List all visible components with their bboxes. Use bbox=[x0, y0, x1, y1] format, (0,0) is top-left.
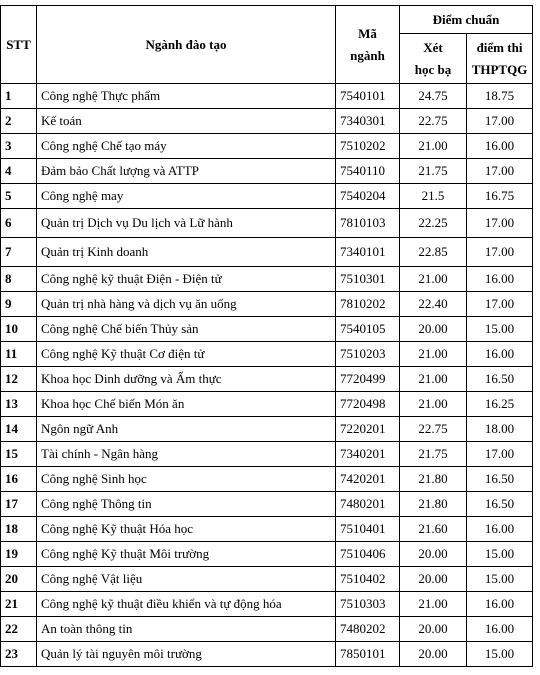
major-cell: Quản trị nhà hàng và dịch vụ ăn uống bbox=[37, 292, 336, 317]
code-header bbox=[336, 6, 400, 84]
stt-cell: 15 bbox=[1, 442, 37, 467]
stt-cell: 7 bbox=[1, 238, 37, 267]
thpt-score-cell: 17.00 bbox=[467, 159, 533, 184]
code-cell: 7510203 bbox=[336, 342, 400, 367]
table-row bbox=[1, 467, 533, 492]
code-cell: 7420201 bbox=[336, 467, 400, 492]
code-cell: 7510301 bbox=[336, 267, 400, 292]
major-cell: Quản lý tài nguyên môi trường bbox=[37, 642, 336, 667]
table-row bbox=[1, 292, 533, 317]
code-cell: 7220201 bbox=[336, 417, 400, 442]
hocba-score-cell: 20.00 bbox=[400, 317, 467, 342]
stt-cell: 19 bbox=[1, 542, 37, 567]
stt-cell: 17 bbox=[1, 492, 37, 517]
table-row bbox=[1, 267, 533, 292]
major-cell: Công nghệ Kỹ thuật Cơ điện tử bbox=[37, 342, 336, 367]
code-cell: 7720499 bbox=[336, 367, 400, 392]
stt-cell: 16 bbox=[1, 467, 37, 492]
table-row bbox=[1, 317, 533, 342]
code-cell: 7340301 bbox=[336, 109, 400, 134]
table-row bbox=[1, 342, 533, 367]
major-cell: Công nghệ Thông tin bbox=[37, 492, 336, 517]
hocba-score-cell: 20.00 bbox=[400, 642, 467, 667]
table-row bbox=[1, 517, 533, 542]
hocba-header bbox=[400, 34, 467, 84]
stt-cell: 14 bbox=[1, 417, 37, 442]
hocba-score-cell: 22.85 bbox=[400, 238, 467, 267]
thpt-score-cell: 15.00 bbox=[467, 567, 533, 592]
stt-cell: 12 bbox=[1, 367, 37, 392]
hocba-score-cell: 22.75 bbox=[400, 417, 467, 442]
code-cell: 7540204 bbox=[336, 184, 400, 209]
code-cell: 7540105 bbox=[336, 317, 400, 342]
hocba-score-cell: 21.80 bbox=[400, 492, 467, 517]
score-group-header: Điểm chuẩn bbox=[400, 6, 533, 34]
hocba-score-cell: 21.75 bbox=[400, 159, 467, 184]
table-row bbox=[1, 592, 533, 617]
table-row bbox=[1, 642, 533, 667]
stt-cell: 13 bbox=[1, 392, 37, 417]
major-cell: Công nghệ Thực phẩm bbox=[37, 84, 336, 109]
code-header-line2: ngành bbox=[350, 47, 385, 63]
stt-cell: 23 bbox=[1, 642, 37, 667]
stt-cell: 22 bbox=[1, 617, 37, 642]
stt-cell: 11 bbox=[1, 342, 37, 367]
thpt-score-cell: 16.50 bbox=[467, 492, 533, 517]
hocba-score-cell: 20.00 bbox=[400, 617, 467, 642]
admission-score-table bbox=[0, 5, 533, 667]
code-cell: 7850101 bbox=[336, 642, 400, 667]
major-cell: Công nghệ Vật liệu bbox=[37, 567, 336, 592]
table-row bbox=[1, 542, 533, 567]
major-cell: Công nghệ kỹ thuật điều khiển và tự động hóa bbox=[37, 592, 336, 617]
major-cell: Khoa học Chế biến Món ăn bbox=[37, 392, 336, 417]
code-cell: 7720498 bbox=[336, 392, 400, 417]
major-cell: Quản trị Kinh doanh bbox=[37, 238, 336, 267]
stt-cell: 8 bbox=[1, 267, 37, 292]
hocba-score-cell: 24.75 bbox=[400, 84, 467, 109]
thpt-score-cell: 16.00 bbox=[467, 592, 533, 617]
thpt-score-cell: 16.00 bbox=[467, 134, 533, 159]
thpt-score-cell: 16.00 bbox=[467, 342, 533, 367]
stt-cell: 5 bbox=[1, 184, 37, 209]
stt-cell: 3 bbox=[1, 134, 37, 159]
thpt-score-cell: 16.50 bbox=[467, 467, 533, 492]
thpt-score-cell: 16.25 bbox=[467, 392, 533, 417]
thpt-score-cell: 15.00 bbox=[467, 642, 533, 667]
table-row bbox=[1, 492, 533, 517]
stt-cell: 6 bbox=[1, 209, 37, 238]
code-cell: 7340101 bbox=[336, 238, 400, 267]
hocba-score-cell: 21.00 bbox=[400, 392, 467, 417]
table-row bbox=[1, 84, 533, 109]
table-row bbox=[1, 442, 533, 467]
thpt-score-cell: 17.00 bbox=[467, 238, 533, 267]
thpt-score-cell: 16.50 bbox=[467, 367, 533, 392]
hocba-score-cell: 21.5 bbox=[400, 184, 467, 209]
stt-cell: 4 bbox=[1, 159, 37, 184]
major-cell: Khoa học Dinh dưỡng và Ẩm thực bbox=[37, 367, 336, 392]
stt-cell: 10 bbox=[1, 317, 37, 342]
thpt-score-cell: 16.00 bbox=[467, 517, 533, 542]
hocba-score-cell: 22.40 bbox=[400, 292, 467, 317]
thpt-score-cell: 15.00 bbox=[467, 542, 533, 567]
major-cell: Ngôn ngữ Anh bbox=[37, 417, 336, 442]
code-cell: 7510202 bbox=[336, 134, 400, 159]
thpt-score-cell: 17.00 bbox=[467, 442, 533, 467]
thpt-score-cell: 18.00 bbox=[467, 417, 533, 442]
thpt-score-cell: 16.00 bbox=[467, 267, 533, 292]
major-cell: Quản trị Dịch vụ Du lịch và Lữ hành bbox=[37, 209, 336, 238]
table-row bbox=[1, 617, 533, 642]
table-row bbox=[1, 209, 533, 238]
code-cell: 7340201 bbox=[336, 442, 400, 467]
table-row bbox=[1, 367, 533, 392]
hocba-score-cell: 21.60 bbox=[400, 517, 467, 542]
hocba-score-cell: 21.00 bbox=[400, 367, 467, 392]
hocba-score-cell: 20.00 bbox=[400, 567, 467, 592]
stt-cell: 18 bbox=[1, 517, 37, 542]
code-cell: 7810103 bbox=[336, 209, 400, 238]
table-row bbox=[1, 238, 533, 267]
table-row bbox=[1, 184, 533, 209]
code-cell: 7510401 bbox=[336, 517, 400, 542]
major-cell: Công nghệ Sinh học bbox=[37, 467, 336, 492]
thpt-header-line2: THPTQG bbox=[471, 61, 528, 77]
hocba-score-cell: 21.00 bbox=[400, 342, 467, 367]
code-cell: 7810202 bbox=[336, 292, 400, 317]
major-cell: An toàn thông tin bbox=[37, 617, 336, 642]
major-cell: Kế toán bbox=[37, 109, 336, 134]
major-cell: Công nghệ Kỹ thuật Hóa học bbox=[37, 517, 336, 542]
thpt-score-cell: 17.00 bbox=[467, 209, 533, 238]
major-cell: Công nghệ kỹ thuật Điện - Điện tử bbox=[37, 267, 336, 292]
thpt-score-cell: 17.00 bbox=[467, 292, 533, 317]
hocba-score-cell: 21.00 bbox=[400, 267, 467, 292]
hocba-score-cell: 21.80 bbox=[400, 467, 467, 492]
major-header: Ngành đào tạo bbox=[37, 6, 336, 84]
hocba-score-cell: 21.00 bbox=[400, 134, 467, 159]
hocba-score-cell: 20.00 bbox=[400, 542, 467, 567]
hocba-header-line2: học bạ bbox=[414, 61, 452, 77]
major-cell: Công nghệ may bbox=[37, 184, 336, 209]
stt-cell: 21 bbox=[1, 592, 37, 617]
hocba-score-cell: 21.00 bbox=[400, 592, 467, 617]
stt-cell: 9 bbox=[1, 292, 37, 317]
major-cell: Tài chính - Ngân hàng bbox=[37, 442, 336, 467]
major-cell: Công nghệ Chế biến Thủy sản bbox=[37, 317, 336, 342]
hocba-score-cell: 21.75 bbox=[400, 442, 467, 467]
thpt-score-cell: 16.00 bbox=[467, 617, 533, 642]
major-cell: Đảm bảo Chất lượng và ATTP bbox=[37, 159, 336, 184]
thpt-score-cell: 17.00 bbox=[467, 109, 533, 134]
code-cell: 7480202 bbox=[336, 617, 400, 642]
code-cell: 7510303 bbox=[336, 592, 400, 617]
hocba-score-cell: 22.25 bbox=[400, 209, 467, 238]
thpt-header-line1: điểm thi bbox=[476, 39, 523, 55]
stt-cell: 2 bbox=[1, 109, 37, 134]
major-cell: Công nghệ Kỹ thuật Môi trường bbox=[37, 542, 336, 567]
table-row bbox=[1, 134, 533, 159]
code-cell: 7540110 bbox=[336, 159, 400, 184]
stt-header: STT bbox=[1, 6, 37, 84]
hocba-header-line1: Xét bbox=[423, 39, 443, 55]
thpt-header bbox=[467, 34, 533, 84]
table-row bbox=[1, 159, 533, 184]
table-row bbox=[1, 417, 533, 442]
code-cell: 7480201 bbox=[336, 492, 400, 517]
table-row bbox=[1, 392, 533, 417]
header-row-top bbox=[1, 6, 533, 34]
stt-cell: 20 bbox=[1, 567, 37, 592]
table-row bbox=[1, 567, 533, 592]
code-cell: 7540101 bbox=[336, 84, 400, 109]
thpt-score-cell: 16.75 bbox=[467, 184, 533, 209]
major-cell: Công nghệ Chế tạo máy bbox=[37, 134, 336, 159]
hocba-score-cell: 22.75 bbox=[400, 109, 467, 134]
code-cell: 7510402 bbox=[336, 567, 400, 592]
table-row bbox=[1, 109, 533, 134]
code-header-line1: Mã bbox=[358, 25, 377, 41]
stt-cell: 1 bbox=[1, 84, 37, 109]
thpt-score-cell: 18.75 bbox=[467, 84, 533, 109]
table-body bbox=[1, 84, 533, 667]
code-cell: 7510406 bbox=[336, 542, 400, 567]
thpt-score-cell: 15.00 bbox=[467, 317, 533, 342]
